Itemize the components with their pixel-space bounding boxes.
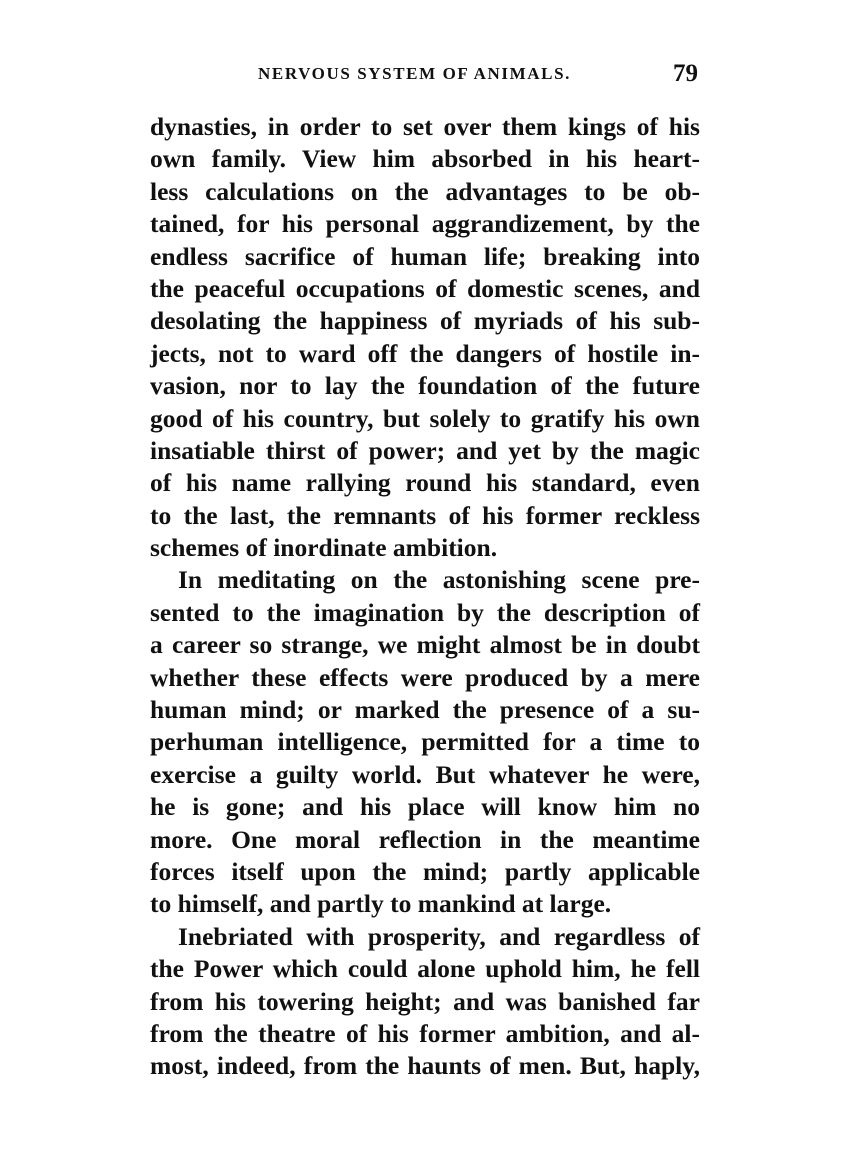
text-line: vasion, nor to lay the foundation of the future bbox=[150, 371, 700, 401]
text-line: In meditating on the astonishing scene pre- bbox=[178, 565, 700, 595]
text-line: perhuman intelligence, permitted for a time to bbox=[150, 727, 700, 757]
text-line: from his towering height; and was banished far bbox=[150, 986, 700, 1016]
text-line: the Power which could alone uphold him, he fell bbox=[150, 954, 700, 984]
paragraph bbox=[150, 564, 700, 920]
text-line: whether these effects were produced by a mere bbox=[150, 662, 700, 692]
text-line: own family. View him absorbed in his heart- bbox=[150, 144, 700, 174]
text-line: of his name rallying round his standard, even bbox=[150, 468, 700, 498]
paragraph bbox=[150, 111, 700, 564]
running-title: NERVOUS SYSTEM OF ANIMALS. bbox=[258, 64, 572, 83]
text-line: schemes of inordinate ambition. bbox=[150, 533, 498, 563]
text-line: insatiable thirst of power; and yet by the magic bbox=[150, 435, 700, 465]
text-line: endless sacrifice of human life; breaking into bbox=[150, 241, 700, 271]
text-line: a career so strange, we might almost be in doubt bbox=[150, 630, 700, 660]
page-number: 79 bbox=[673, 60, 698, 87]
text-line: dynasties, in order to set over them kings of his bbox=[150, 112, 700, 141]
text-line: more. One moral reflection in the meantime bbox=[150, 824, 700, 854]
text-line: the peaceful occupations of domestic scenes, and bbox=[150, 273, 700, 303]
running-head bbox=[150, 60, 700, 94]
text-line: to himself, and partly to mankind at large. bbox=[150, 889, 612, 919]
text-line: most, indeed, from the haunts of men. But, haply, bbox=[150, 1051, 700, 1081]
text-line: desolating the happiness of myriads of his sub- bbox=[150, 306, 700, 336]
text-line: he is gone; and his place will know him no bbox=[150, 792, 700, 822]
text-line: forces itself upon the mind; partly applicable bbox=[150, 856, 700, 886]
text-line: tained, for his personal aggrandizement, by the bbox=[150, 209, 700, 239]
text-line: sented to the imagination by the description of bbox=[150, 597, 700, 627]
text-line: good of his country, but solely to gratify his own bbox=[150, 403, 700, 433]
text-line: jects, not to ward off the dangers of hostile in- bbox=[150, 338, 700, 368]
text-line: human mind; or marked the presence of a su- bbox=[150, 695, 700, 725]
paragraph bbox=[150, 921, 700, 1083]
text-line: from the theatre of his former ambition, and al- bbox=[150, 1018, 700, 1048]
body-text bbox=[150, 111, 700, 1083]
text-line: less calculations on the advantages to be ob- bbox=[150, 176, 700, 206]
text-line: exercise a guilty world. But whatever he were, bbox=[150, 759, 700, 789]
text-line: Inebriated with prosperity, and regardless of bbox=[178, 921, 700, 951]
text-line: to the last, the remnants of his former reckless bbox=[150, 500, 700, 530]
